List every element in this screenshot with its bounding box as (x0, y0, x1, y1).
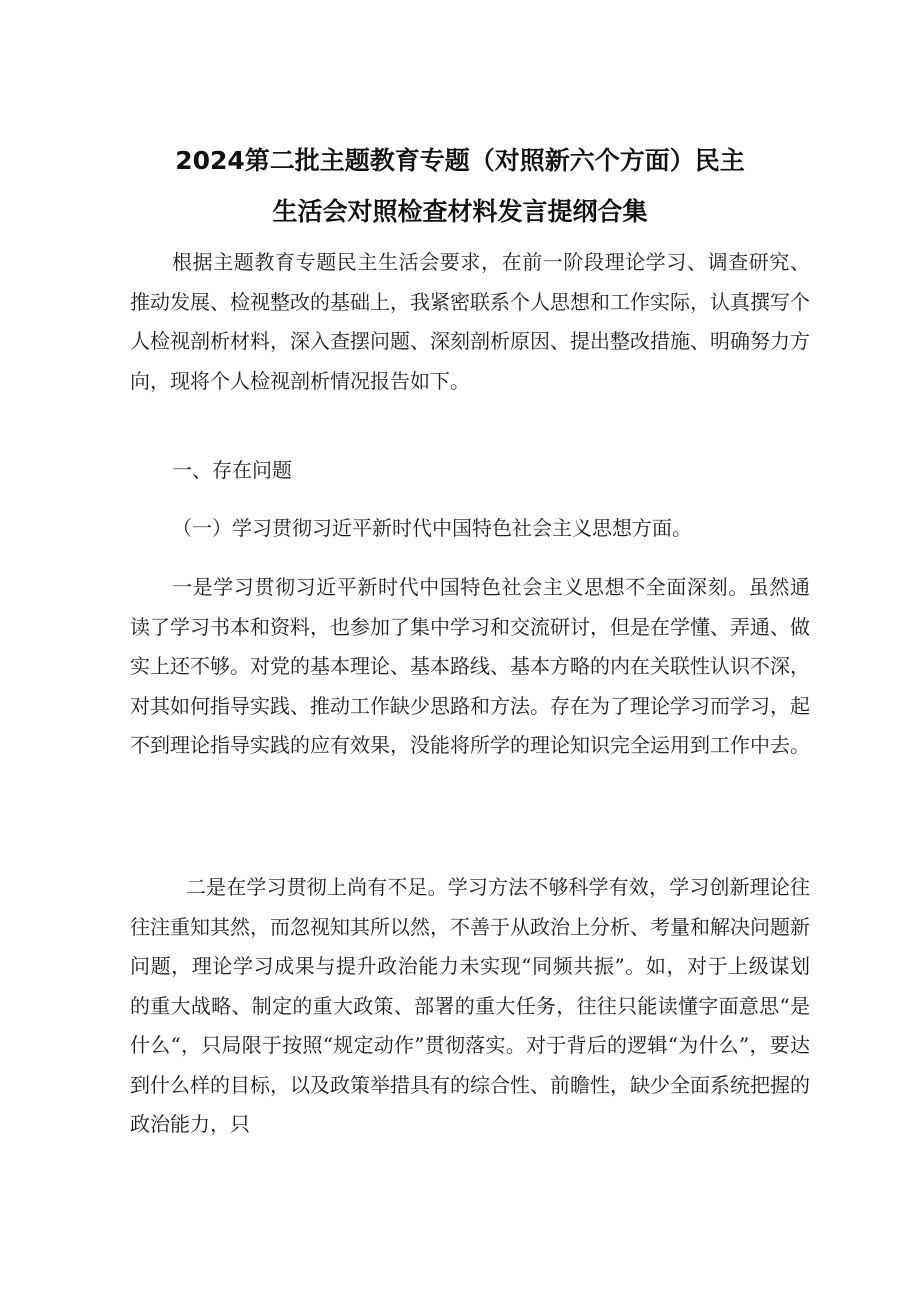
subsection-heading-study: （一）学习贯彻习近平新时代中国特色社会主义思想方面。 (172, 516, 692, 540)
document-title-line-2: 生活会对照检查材料发言提纲合集 (272, 197, 648, 226)
section-heading-problems: 一、存在问题 (172, 458, 292, 482)
paragraph-point-one: 一是学习贯彻习近平新时代中国特色社会主义思想不全面深刻。虽然通读了学习书本和资料，也参加了集中学习和交流研讨，但是在学懂、弄通、做实上还不够。对党的基本理论、基本路线、基本方略的内在关联性认识不深，对其如何指导实践、推动工作缺少思路和方法。存在为了理论学习而学习，起不到理论指导实践的应有效果，没能将所学的理论知识完全运用到工作中去。 (130, 575, 810, 757)
document-title-line-1: 2024第二批主题教育专题（对照新六个方面）民主 (175, 146, 745, 175)
paragraph-point-two: 二是在学习贯彻上尚有不足。学习方法不够科学有效，学习创新理论往往注重知其然，而忽视知其所以然，不善于从政治上分析、考量和解决问题新问题，理论学习成果与提升政治能力未实现“同频共振”。如，对于上级谋划的重大战略、制定的重大政策、部署的重大任务，往往只能读懂字面意思“是什么“，只局限于按照“规定动作”贯彻落实。对于背后的逻辑“为什么”，要达到什么样的目标，以及政策举措具有的综合性、前瞻性，缺少全面系统把握的政治能力，只 (130, 875, 810, 1136)
intro-paragraph: 根据主题教育专题民主生活会要求，在前一阶段理论学习、调查研究、推动发展、检视整改的基础上，我紧密联系个人思想和工作实际，认真撰写个人检视剖析材料，深入查摆问题、深刻剖析原因、提出整改措施、明确努力方向，现将个人检视剖析情况报告如下。 (130, 250, 810, 393)
